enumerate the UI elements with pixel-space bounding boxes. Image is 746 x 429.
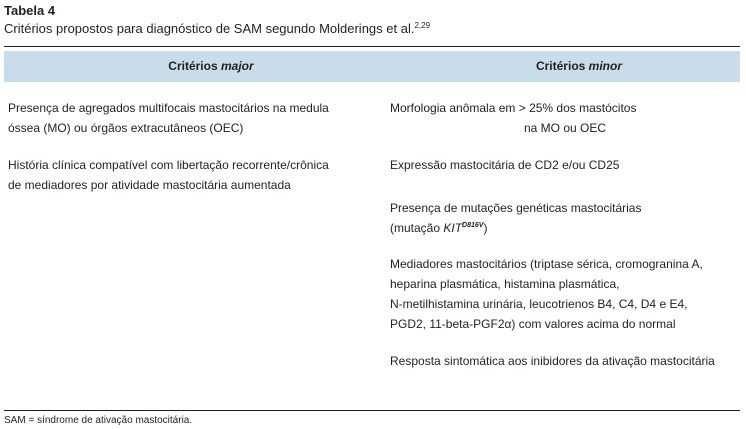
header-major-em: major <box>221 59 254 73</box>
major-criterion-2 <box>8 155 388 195</box>
minor-criterion-3-line-1: Presença de mutações genéticas mastocitárias <box>390 201 642 215</box>
minor-criterion-5 <box>390 351 740 371</box>
minor-criterion-4 <box>390 254 740 334</box>
minor-criterion-1-line-1: Morfologia anômala em > 25% dos mastócitos <box>390 101 637 115</box>
header-minor <box>418 51 740 82</box>
minor-criterion-5-line-1: Resposta sintomática aos inibidores da ativação mastocitária <box>390 354 715 368</box>
minor-criterion-2 <box>390 155 740 175</box>
major-criterion-2-line-2: de mediadores por atividade mastocitária aumentada <box>8 178 291 192</box>
major-criterion-1 <box>8 98 388 138</box>
minor-criterion-4-line-3: N-metilhistamina urinária, leucotrienos B4, C4, D4 e E4, <box>390 297 688 311</box>
minor-criterion-3 <box>390 198 740 238</box>
minor-criterion-3-line-2 <box>390 218 740 238</box>
header-major <box>4 51 418 82</box>
mutation-suffix: ) <box>483 221 488 235</box>
caption-references: 2,29 <box>414 21 431 30</box>
minor-criterion-1 <box>390 98 740 138</box>
header-minor-prefix: Critérios <box>535 59 586 73</box>
table-footnote: SAM = síndrome de ativação mastocitária. <box>4 415 193 426</box>
minor-criterion-2-line-1: Expressão mastocitária de CD2 e/ou CD25 <box>390 158 620 172</box>
minor-criterion-4-line-2: heparina plasmática, histamina plasmática, <box>390 277 620 291</box>
table-bottom-rule <box>4 410 740 411</box>
minor-criterion-4-line-1: Mediadores mastocitários (triptase sérica, cromogranina A, <box>390 257 703 271</box>
minor-criterion-1-line-2: na MO ou OEC <box>524 121 607 135</box>
gene-name: KIT <box>443 221 463 235</box>
table-label: Tabela 4 <box>4 3 56 18</box>
caption-text: Critérios propostos para diagnóstico de SAM segundo Molderings et al. <box>4 21 415 36</box>
major-criterion-1-line-1: Presença de agregados multifocais mastocitários na medula <box>8 101 329 115</box>
gene-mutation: D816V <box>462 222 484 229</box>
major-criterion-2-line-1: História clínica compatível com libertação recorrente/crônica <box>8 158 329 172</box>
header-minor-em: minor <box>588 59 623 73</box>
table-top-rule <box>4 46 740 47</box>
header-major-prefix: Critérios <box>168 59 218 73</box>
mutation-prefix: (mutação <box>390 221 444 235</box>
table-caption <box>4 21 430 37</box>
minor-criterion-4-line-4: PGD2, 11-beta-PGF2α) com valores acima do normal <box>390 317 676 331</box>
major-criterion-1-line-2: óssea (MO) ou órgãos extracutâneos (OEC) <box>8 121 244 135</box>
table-header <box>4 51 740 82</box>
